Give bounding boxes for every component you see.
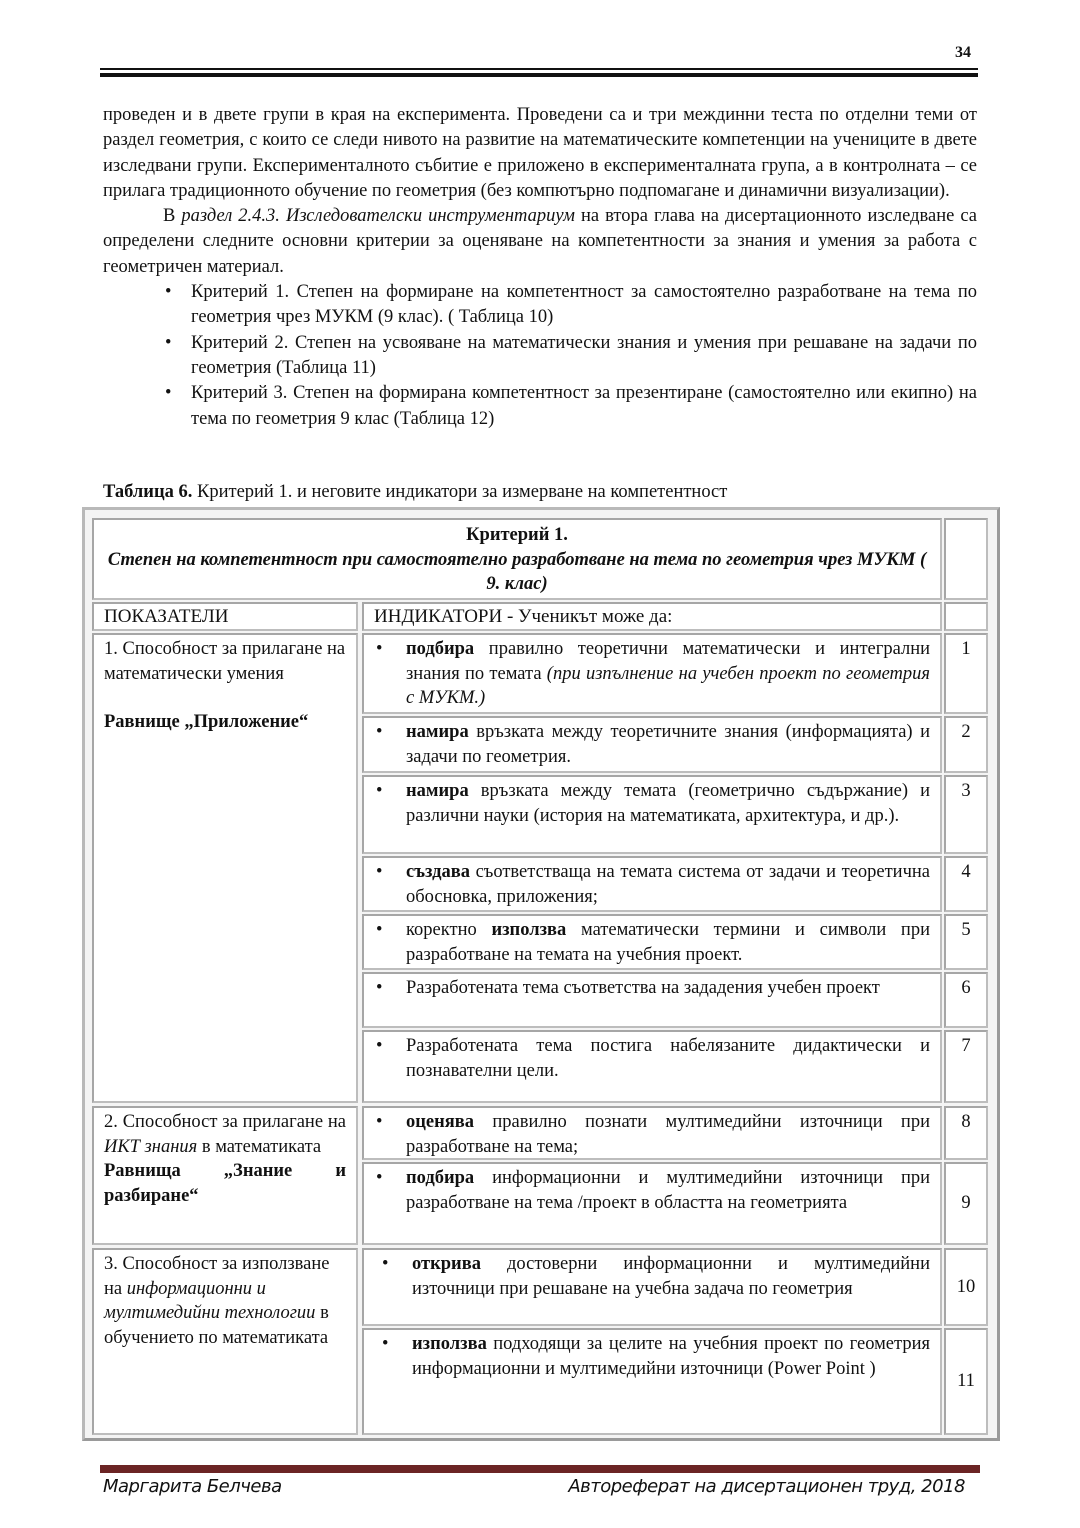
group-3-label-italic: информационни и мултимедийни технологии — [104, 1278, 316, 1323]
bullet-icon: • — [376, 781, 383, 801]
bullet-icon: • — [382, 1334, 389, 1354]
indicator-number: 3 — [944, 775, 988, 854]
indicator-verb: подбира — [406, 1168, 475, 1188]
indicator-verb: използва — [491, 920, 567, 940]
indicator-number: 4 — [944, 856, 988, 912]
indicator-number: 1 — [944, 633, 988, 714]
criteria-list — [103, 280, 977, 432]
indicator-prefix: коректно — [406, 920, 492, 940]
bullet-icon: • — [376, 1168, 383, 1188]
bullet-icon: • — [376, 722, 383, 742]
indicator-number: 2 — [944, 716, 988, 773]
header-indicators: ПОКАЗАТЕЛИ — [92, 602, 358, 631]
group-cell-2 — [92, 1106, 358, 1245]
group-2-level: Равнища „Знание и разбиране“ — [104, 1161, 346, 1206]
criteria-item: • Критерий 1. Степен на формиране на компетентност за самостоятелно разработване на тема по геометрия чрез МУКМ (9 клас). ( Таблица 10) — [191, 280, 977, 331]
footer-author: Маргарита Белчева — [103, 1476, 282, 1497]
bullet-icon: • — [376, 978, 383, 998]
indicator-text: правилно теоретични математически и интегрални знания по темата — [406, 639, 930, 684]
bullet-icon: • — [376, 1036, 383, 1056]
footer-bar — [100, 1465, 980, 1473]
group-1-label: 1. Способност за прилагане на математически умения — [104, 639, 346, 684]
indicator-verb: използва — [412, 1334, 487, 1354]
group-2-label-italic: ИКТ знания — [104, 1136, 198, 1157]
indicator-text: математически термини и символи при разработване на темата на учебния проект. — [406, 920, 930, 965]
indicator-text: правилно познати мултимедийни източници при разработване на тема; — [406, 1112, 930, 1157]
indicator-verb: намира — [406, 722, 469, 742]
indicator-text: съответстваща на темата система от задачи и теоретична обосновка, приложения; — [406, 862, 930, 907]
group-3-label-end: в обучението по математиката — [104, 1303, 329, 1348]
indicator-cell — [362, 856, 942, 912]
header-rule-thick — [100, 73, 978, 77]
indicator-number: 9 — [944, 1162, 988, 1245]
indicator-number: 11 — [944, 1328, 988, 1435]
header-num-cell — [944, 602, 988, 631]
group-2-label-end: в математиката — [197, 1136, 322, 1157]
indicator-verb: намира — [406, 781, 469, 801]
group-2-label: 2. Способност за прилагане на — [104, 1112, 346, 1132]
group-cell-1 — [92, 633, 358, 1103]
page-number: 34 — [955, 44, 971, 61]
paragraph-1: проведен и в двете групи в края на експеримента. Проведени са и три междинни теста по отделни теми от раздел геометрия, с които се следи нивото на развитие на математическите компетенции на учениците в двете изследвани групи. Експерименталното събитие е приложено в експерименталната група, а в контролната – се прилага традиционното обучение по геометрия (без компютърно подпомагане и динамични визуализации). — [103, 105, 977, 201]
indicator-cell — [362, 972, 942, 1028]
bullet-icon: • — [376, 920, 383, 940]
header-indicator-desc: ИНДИКАТОРИ - Ученикът може да: — [362, 602, 942, 631]
indicator-number: 8 — [944, 1106, 988, 1160]
indicator-number: 10 — [944, 1248, 988, 1326]
table-caption — [103, 482, 727, 503]
bullet-icon: • — [376, 1112, 383, 1132]
group-cell-3 — [92, 1248, 358, 1435]
indicator-cell — [362, 1030, 942, 1103]
indicator-text: връзката между теоретичните знания (информацията) и задачи по геометрия. — [406, 722, 930, 767]
criteria-table — [82, 507, 1000, 1441]
indicator-cell — [362, 914, 942, 970]
header-rule — [100, 68, 978, 70]
indicator-number: 7 — [944, 1030, 988, 1103]
indicator-text: връзката между темата (геометрично съдържание) и различни науки (история на математиката, архитектура, и др.). — [406, 781, 930, 826]
p2-start: В — [163, 206, 182, 227]
indicator-cell — [362, 1162, 942, 1245]
body-text — [103, 103, 977, 432]
table-subtitle: Степен на компетентност при самостоятелно разработване на тема по геометрия чрез МУКМ ( 9. клас) — [107, 549, 927, 594]
indicator-verb: подбира — [406, 639, 475, 659]
indicator-note: (при изпълнение на учебен проект по геометрия с МУКМ.) — [406, 663, 930, 708]
indicator-text: Разработената тема съответства на зададения учебен проект — [406, 978, 880, 998]
caption-text: Критерий 1. и неговите индикатори за измерване на компетентност — [192, 482, 728, 502]
indicator-cell — [362, 1248, 942, 1326]
indicator-number: 6 — [944, 972, 988, 1028]
indicator-cell — [362, 633, 942, 714]
criteria-item: • Критерий 3. Степен на формирана компетентност за презентиране (самостоятелно или екипно) на тема по геометрия 9 клас (Таблица 12) — [191, 381, 977, 432]
p2-section-ref: раздел 2.4.3. Изследователски инструментариум — [181, 206, 575, 227]
footer-title: Автореферат на дисертационен труд, 2018 — [568, 1476, 965, 1497]
indicator-cell — [362, 716, 942, 773]
caption-label: Таблица 6. — [103, 482, 193, 502]
table-title: Критерий 1. — [466, 525, 568, 545]
indicator-verb: създава — [406, 862, 470, 882]
indicator-cell — [362, 775, 942, 854]
p2-end: на втора глава на дисертационното изследване са определени следните основни критерии за оценяване на компетентности за знания и умения за работа с геометричен материал. — [103, 206, 977, 277]
bullet-icon: • — [382, 1254, 389, 1274]
indicator-text: достоверни информационни и мултимедийни източници при решаване на учебна задача по геометрия — [412, 1254, 930, 1299]
group-1-level: Равнище „Приложение“ — [104, 712, 309, 732]
indicator-verb: оценява — [406, 1112, 475, 1132]
indicator-cell — [362, 1106, 942, 1160]
indicator-text: информационни и мултимедийни източници при разработване на тема /проект в областта на геометрията — [406, 1168, 930, 1213]
bullet-icon: • — [376, 639, 383, 659]
table-title-cell — [92, 518, 942, 600]
indicator-text: Разработената тема постига набелязаните дидактически и познавателни цели. — [406, 1036, 930, 1081]
title-num-cell — [944, 518, 988, 600]
indicator-text: подходящи за целите на учебния проект по геометрия информационни и мултимедийни източници (Power Point ) — [412, 1334, 930, 1379]
paragraph-2 — [103, 204, 977, 280]
criteria-item: • Критерий 2. Степен на усвояване на математически знания и умения при решаване на задачи по геометрия (Таблица 11) — [191, 331, 977, 382]
bullet-icon: • — [376, 862, 383, 882]
indicator-verb: открива — [412, 1254, 481, 1274]
indicator-cell — [362, 1328, 942, 1435]
group-3-label: 3. Способност за използване на — [104, 1254, 330, 1299]
indicator-number: 5 — [944, 914, 988, 970]
